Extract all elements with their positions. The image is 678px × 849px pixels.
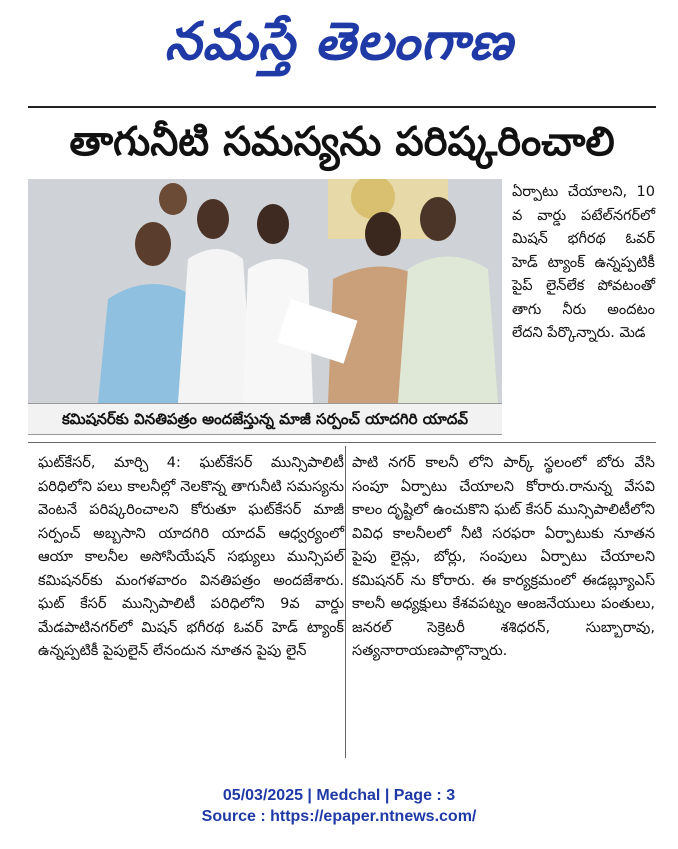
people-photo-illustration — [28, 179, 502, 403]
column-divider — [345, 446, 346, 758]
article-text-right: పాటి నగర్ కాలనీ లోని పార్క్ స్థలంలో బోరు వేసి సంపూ ఏర్పాటు చేయాలని కోరారు.రానున్న వేసవి కాలం దృష్టిలో ఉంచుకొని ఘట్ కేసర్ మున్సిపాలిటీలోని వివిధ కాలనీలలో నీటి సరఫరా ఏర్పాటుకు నూతన పైపు లైన్లు, బోర్లు, సంపులు ఏర్పాటు చేయాలని కమిషనర్ ను కోరారు. ఈ కార్యక్రమంలో ఈడబ్ల్యూఎస్ కాలనీ అధ్యక్షులు కేశవపట్నం ఆంజనేయులు పంతులు, జనరల్ సెక్రెటరీ శశిధరన్, సుబ్బారావు, సత్యనారాయణపాల్గొన్నారు. — [352, 455, 655, 659]
article-column-left — [38, 452, 344, 664]
article-headline: తాగునీటి సమస్యను పరిష్కరించాలి — [69, 119, 615, 165]
photo-caption: కమిషనర్‌కు వినతిపత్రం అందజేస్తున్న మాజీ సర్పంచ్ యాదగిరి యాదవ్ — [28, 403, 502, 435]
footer-date-edition: 05/03/2025 | Medchal | Page : 3 — [222, 787, 456, 804]
article-text-left: ఘట్‌కేసర్, మార్చి 4: ఘట్‌కేసర్ మున్సిపాలిటీ పరిధిలోని పలు కాలనీల్లో నెలకొన్న తాగునీటి సమస్యను వెంటనే పరిష్కరించాలని కోరుతూ ఘట్‌కేసర్ మాజీ సర్పంచ్ అబ్బసాని యాదగిరి యాదవ్ ఆధ్వర్యంలో ఆయా కాలనీల అసోసియేషన్ సభ్యులు మున్సిపల్ కమిషనర్‌కు మంగళవారం వినతిపత్రం అందజేశారు. ఘట్ కేసర్ మున్సిపాలిటీ పరిధిలోని 9వ వార్డు మేడపాటినగర్‌లో మిషన్ భగీరథ ఓవర్ హెడ్ ట్యాంక్ ఉన్నప్పటికీ పైపులైన్ లేనందున నూతన పైపు లైన్ — [38, 455, 344, 659]
news-photo — [28, 179, 502, 403]
footer-source: Source : https://epaper.ntnews.com/ — [201, 808, 477, 825]
top-rule — [28, 106, 656, 108]
article-column-top-right — [512, 181, 655, 346]
article-text-top-right: ఏర్పాటు చేయాలని, 10 వ వార్డు పటేల్‌నగర్‌లో మిషన్ భగీరథ ఓవర్ హెడ్ ట్యాంక్ ఉన్నప్పటికీ పైప్ లైన్‌లేక పోవటంతో తాగు నీరు అందటం లేదని పేర్కొన్నారు. మెడ — [512, 184, 655, 341]
newspaper-masthead: నమస్తే తెలంగాణ — [164, 11, 514, 72]
article-column-right — [352, 452, 655, 664]
section-rule — [28, 442, 656, 443]
